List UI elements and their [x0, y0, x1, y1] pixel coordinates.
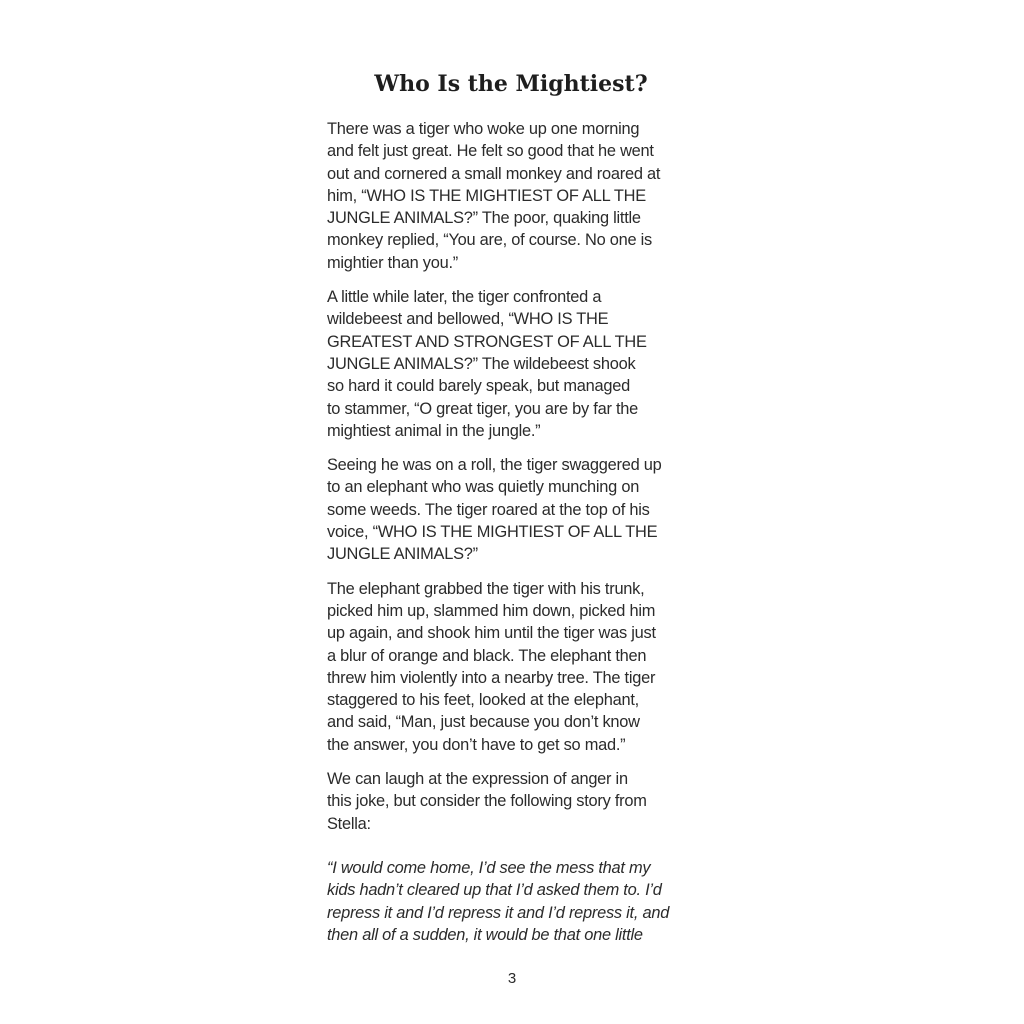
text-line: We can laugh at the expression of anger in [327, 770, 628, 789]
paragraph-5 [327, 768, 699, 835]
text-line: to stammer, “O great tiger, you are by far the [327, 399, 638, 418]
text-line: picked him up, slammed him down, picked him [327, 601, 656, 620]
paragraph-2 [327, 286, 699, 442]
quote-line: “I would come home, I’d see the mess that my [327, 858, 651, 877]
text-line: to an elephant who was quietly munching on [327, 478, 640, 497]
text-line: the answer, you don’t have to get so mad.” [327, 735, 626, 754]
text-line: wildebeest and bellowed, “WHO IS THE [327, 310, 609, 329]
paragraph-4 [327, 578, 699, 756]
page-title: Who Is the Mightiest? [374, 71, 648, 97]
text-line: and felt just great. He felt so good that he went [327, 142, 654, 161]
text-line: The elephant grabbed the tiger with his trunk, [327, 579, 645, 598]
page-number: 3 [507, 970, 517, 987]
text-line: staggered to his feet, looked at the elephant, [327, 691, 639, 710]
text-line: him, “WHO IS THE MIGHTIEST OF ALL THE [327, 186, 646, 205]
text-line: threw him violently into a nearby tree. The tiger [327, 668, 656, 687]
text-line: A little while later, the tiger confronted a [327, 288, 602, 307]
text-line: mightier than you.” [327, 253, 458, 272]
text-line: There was a tiger who woke up one morning [327, 120, 640, 138]
text-line: so hard it could barely speak, but managed [327, 377, 630, 396]
paragraph-3 [327, 454, 699, 565]
text-line: some weeds. The tiger roared at the top of his [327, 500, 650, 519]
text-line: GREATEST AND STRONGEST OF ALL THE [327, 332, 647, 351]
quote-line: repress it and I’d repress it and I’d repress it, and [327, 903, 670, 922]
body-text [327, 118, 699, 958]
text-line: Stella: [327, 814, 371, 833]
text-line: monkey replied, “You are, of course. No one is [327, 231, 652, 250]
text-line: JUNGLE ANIMALS?” [327, 545, 478, 564]
text-line: voice, “WHO IS THE MIGHTIEST OF ALL THE [327, 523, 658, 542]
text-line: JUNGLE ANIMALS?” The poor, quaking little [327, 209, 641, 228]
text-line: this joke, but consider the following story from [327, 792, 647, 811]
text-line: mightiest animal in the jungle.” [327, 421, 541, 440]
text-line: Seeing he was on a roll, the tiger swaggered up [327, 456, 662, 475]
text-line: and said, “Man, just because you don’t know [327, 713, 640, 732]
paragraph-1 [327, 118, 699, 274]
text-line: up again, and shook him until the tiger was just [327, 624, 656, 643]
quote-line: kids hadn’t cleared up that I’d asked them to. I’d [327, 881, 662, 900]
text-line: a blur of orange and black. The elephant then [327, 646, 647, 665]
quote-line: then all of a sudden, it would be that one little [327, 925, 643, 944]
text-line: JUNGLE ANIMALS?” The wildebeest shook [327, 354, 636, 373]
text-line: out and cornered a small monkey and roared at [327, 164, 661, 183]
block-quote [327, 857, 699, 946]
